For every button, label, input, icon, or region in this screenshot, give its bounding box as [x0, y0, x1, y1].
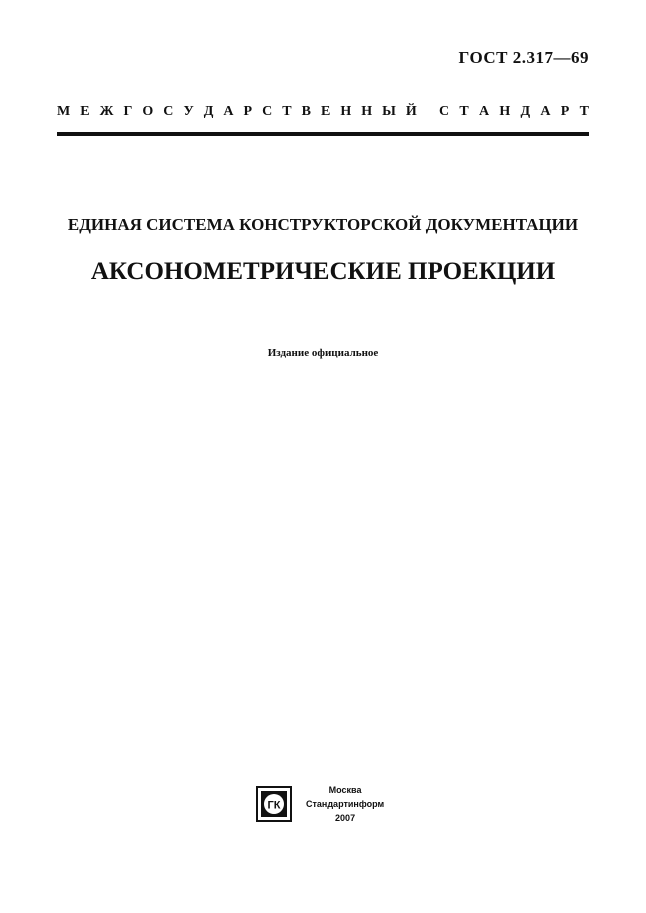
- system-title: ЕДИНАЯ СИСТЕМА КОНСТРУКТОРСКОЙ ДОКУМЕНТАЦИИ: [67, 215, 579, 234]
- document-code: ГОСТ 2.317—69: [458, 48, 589, 67]
- heading-letter: А: [478, 104, 490, 119]
- standartinform-logo-icon: [256, 786, 292, 822]
- logo-text: ГК: [267, 799, 281, 812]
- heading-letter: М: [57, 104, 71, 119]
- publisher-block: [256, 783, 384, 825]
- publication-year: 2007: [335, 813, 356, 823]
- heading-letter: С: [439, 104, 450, 119]
- heading-letter: Е: [80, 104, 90, 119]
- heading-letter: Ы: [382, 104, 396, 119]
- heading-letter: Т: [282, 104, 292, 119]
- heading-letter: Р: [560, 104, 570, 119]
- heading-letter: Р: [243, 104, 253, 119]
- heading-letter: Г: [123, 104, 133, 119]
- heading-letter: А: [540, 104, 551, 119]
- publisher-text: [306, 783, 384, 825]
- heading-letter: С: [163, 104, 174, 119]
- heading-letter: Е: [320, 104, 331, 119]
- heading-letter: Т: [459, 104, 469, 119]
- interstate-standard-heading: [57, 104, 589, 120]
- heading-letter: Д: [520, 104, 531, 119]
- heading-letter: Д: [203, 104, 214, 119]
- publisher-name: Стандартинформ: [306, 799, 385, 809]
- heading-letter: Н: [361, 104, 373, 119]
- heading-letter: Ж: [99, 104, 114, 119]
- heading-letter: В: [301, 104, 311, 119]
- heading-rule: [57, 132, 589, 136]
- heading-word-interstate: [57, 104, 417, 120]
- heading-letter: Т: [579, 104, 589, 119]
- heading-word-standard: [439, 104, 589, 120]
- publisher-city: Москва: [328, 785, 362, 795]
- heading-letter: Н: [340, 104, 352, 119]
- heading-letter: О: [142, 104, 154, 119]
- heading-letter: Н: [499, 104, 511, 119]
- heading-letter: У: [183, 104, 194, 119]
- heading-letter: С: [262, 104, 273, 119]
- heading-letter: Й: [405, 104, 417, 119]
- heading-letter: А: [223, 104, 234, 119]
- page-title: АКСОНОМЕТРИЧЕСКИЕ ПРОЕКЦИИ: [90, 258, 556, 285]
- edition-note: Издание официальное: [267, 347, 379, 359]
